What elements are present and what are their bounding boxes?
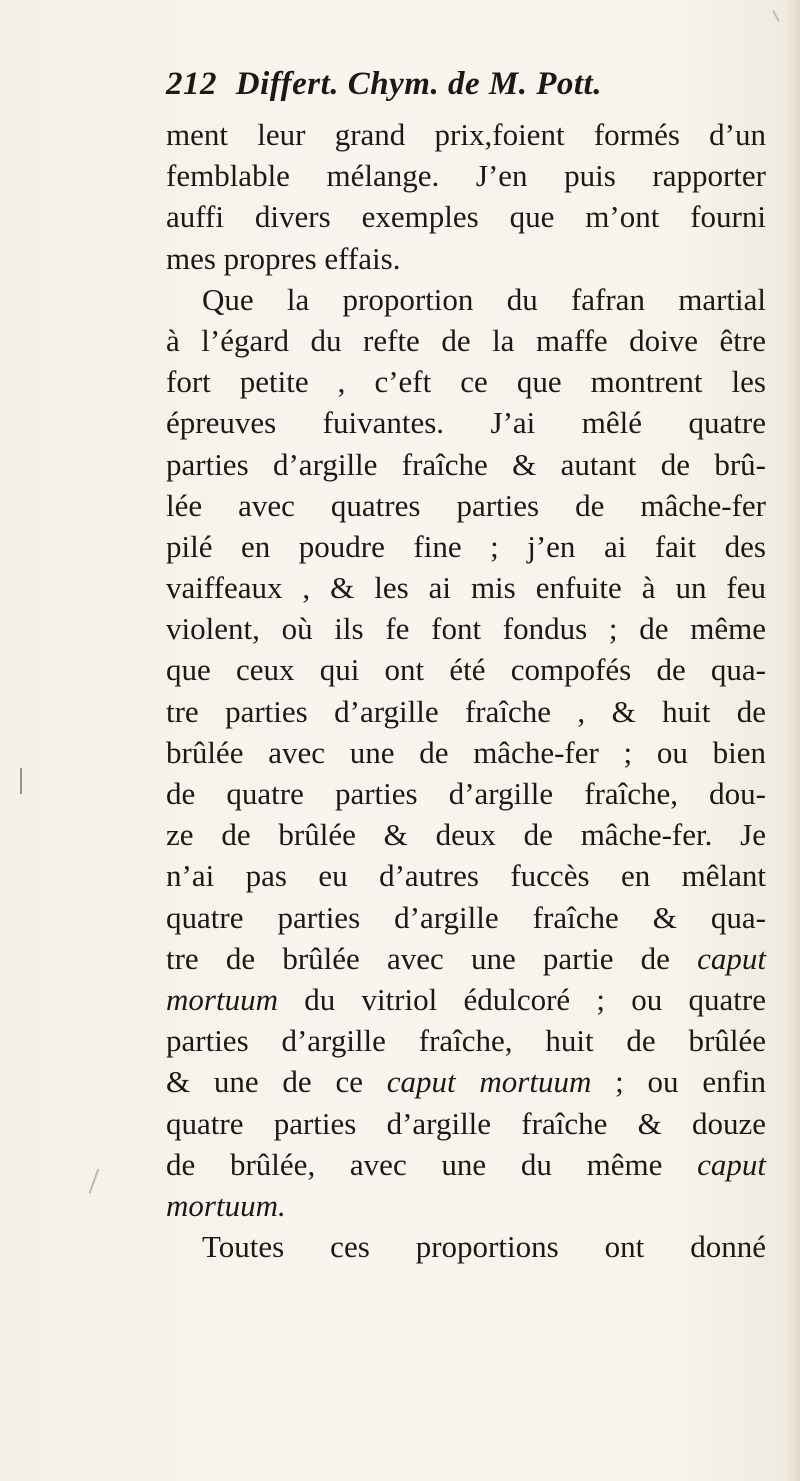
text-line [166,155,766,196]
text-line [166,855,766,896]
text-line [166,320,766,361]
text-line [166,1020,766,1061]
text-segment: épreuves fuivantes. J’ai mêlé quatre [166,405,766,441]
text-line [166,567,766,608]
text-line [166,773,766,814]
text-line [166,1061,766,1102]
running-header [166,66,766,103]
text-segment: vaiffeaux , & les ai mis enfuite à un feu [166,570,766,606]
text-line [166,938,766,979]
text-line [166,649,766,690]
text-segment: de brûlée, avec une du même [166,1146,698,1182]
text-segment: femblable mélange. J’en puis rapporter [166,158,766,194]
text-segment: du vitriol édulcoré ; ou quatre [277,981,766,1017]
stray-mark [772,10,780,21]
text-line [166,691,766,732]
italic-text: caput [697,1146,766,1182]
text-segment: tre parties d’argille fraîche , & huit de [166,693,766,729]
text-segment: que ceux qui ont été compofés de qua- [166,652,766,688]
text-line [166,526,766,567]
page-number: 212 [166,66,217,102]
italic-text: caput [697,940,766,976]
text-line [166,114,766,155]
text-line [166,1144,766,1185]
italic-text: mortuum. [166,1187,286,1223]
body-text [166,114,766,1267]
text-segment: ment leur grand prix,foient formés d’un [166,117,766,152]
text-segment: quatre parties d’argille fraîche & qua- [166,899,766,935]
text-line [166,814,766,855]
text-line [166,608,766,649]
text-segment: parties d’argille fraîche, huit de brûlée [166,1023,766,1059]
italic-text: caput mortuum [386,1064,592,1100]
text-line [166,444,766,485]
text-segment: quatre parties d’argille fraîche & douze [166,1105,766,1141]
text-line [166,732,766,773]
stray-mark [89,1168,100,1193]
text-line [166,361,766,402]
text-segment: mes propres effais. [166,240,401,276]
text-segment: brûlée avec une de mâche-fer ; ou bien [166,734,766,770]
text-segment: ze de brûlée & deux de mâche-fer. Je [166,817,766,853]
text-line [166,485,766,526]
text-line [166,402,766,443]
text-segment: parties d’argille fraîche & autant de brû- [166,446,766,482]
text-segment: Que la proportion du fafran martial [202,281,766,317]
text-segment: Toutes ces proportions ont donné [202,1229,766,1265]
text-line [166,1103,766,1144]
text-line [166,979,766,1020]
italic-text: mortuum [166,981,278,1017]
text-segment: pilé en poudre fine ; j’en ai fait des [166,528,766,564]
text-line [166,1185,766,1226]
text-line [166,238,766,279]
text-line [166,279,766,320]
text-line [166,1226,766,1267]
running-title: Differt. Chym. de M. Pott. [235,66,602,102]
page-edge-shadow [786,0,800,1481]
stray-mark [20,768,22,794]
text-line [166,897,766,938]
text-line [166,196,766,237]
text-segment: tre de brûlée avec une partie de [166,940,698,976]
text-segment: lée avec quatres parties de mâche-fer [166,487,766,523]
text-segment: à l’égard du refte de la maffe doive être [166,322,766,358]
text-segment: ; ou enfin [591,1064,767,1100]
text-segment: n’ai pas eu d’autres fuccès en mêlant [166,858,766,894]
text-segment: de quatre parties d’argille fraîche, dou- [166,776,766,811]
text-segment: & une de ce [166,1064,387,1100]
text-segment: auffi divers exemples que m’ont fourni [166,199,766,235]
text-segment: fort petite , c’eft ce que montrent les [166,364,766,400]
text-segment: violent, où ils fe font fondus ; de même [166,611,766,647]
